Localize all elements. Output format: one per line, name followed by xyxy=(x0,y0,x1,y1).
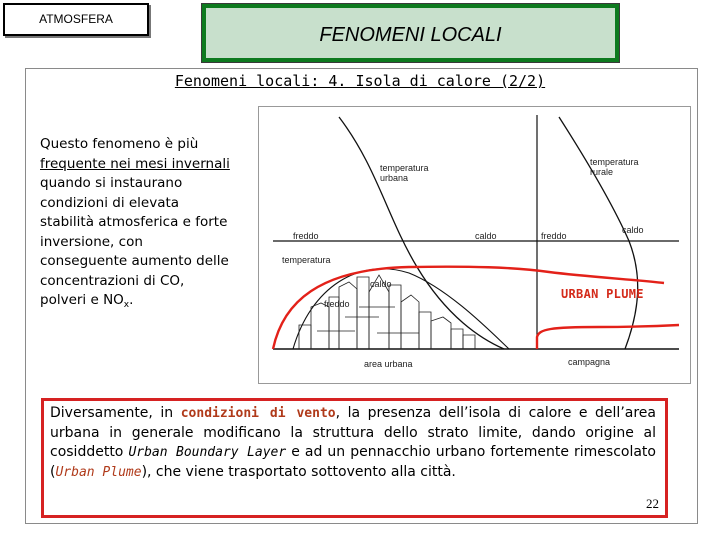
label-caldo-right: caldo xyxy=(622,225,644,235)
left-text-underlined: frequente nei mesi invernali xyxy=(40,155,230,172)
slide-title: FENOMENI LOCALI xyxy=(319,23,502,46)
keyword-urban-plume: Urban Plume xyxy=(55,464,142,480)
label-temperatura-rurale: temperatura rurale xyxy=(590,157,639,177)
left-paragraph xyxy=(40,135,230,311)
label-freddo-left: freddo xyxy=(293,231,319,241)
label-temperatura: temperatura xyxy=(282,255,331,265)
label-area-urbana: area urbana xyxy=(364,359,413,369)
section-tab-label: ATMOSFERA xyxy=(39,12,113,26)
bottom-paragraph xyxy=(50,404,656,482)
label-freddo-small: freddo xyxy=(324,299,350,309)
page-number: 22 xyxy=(646,496,659,511)
label-caldo-small: caldo xyxy=(370,279,392,289)
left-text-1: Questo fenomeno è più xyxy=(40,136,199,152)
label-temperatura-urbana: temperatura urbana xyxy=(380,163,429,183)
bottom-text-3: e ad un pennacchio urbano fortemente rimescolato ( xyxy=(50,444,656,480)
section-tab[interactable] xyxy=(3,3,149,36)
bottom-text-1: Diversamente, in xyxy=(50,405,181,421)
rural-boundary-line xyxy=(537,325,679,349)
keyword-condizioni-di-vento: condizioni di vento xyxy=(180,406,336,421)
keyword-urban-boundary-layer: Urban Boundary Layer xyxy=(128,445,287,460)
slide-title-box xyxy=(202,4,619,62)
label-freddo-right: freddo xyxy=(541,231,567,241)
bottom-text-2: , la presenza dell’isola di calore e dell’area urbana in generale modificano la struttura dello strato limite, dando origine al cosiddetto xyxy=(50,405,656,460)
diagram-drawing xyxy=(259,107,691,384)
bottom-text-4: ), che viene trasportato sottovento alla città. xyxy=(141,463,456,480)
nox-subscript: x xyxy=(123,300,130,310)
left-text-2: quando si instaurano condizioni di elevata stabilità atmosferica e forte inversione, con conseguente aumento delle concentrazioni di CO, polveri e NO xyxy=(40,175,229,308)
left-text-end: . xyxy=(129,292,134,308)
heat-island-diagram xyxy=(258,106,691,384)
label-urban-plume: URBAN PLUME xyxy=(561,287,644,301)
label-caldo-mid: caldo xyxy=(475,231,497,241)
label-campagna: campagna xyxy=(568,357,611,367)
slide-subtitle: Fenomeni locali: 4. Isola di calore (2/2) xyxy=(174,72,546,90)
